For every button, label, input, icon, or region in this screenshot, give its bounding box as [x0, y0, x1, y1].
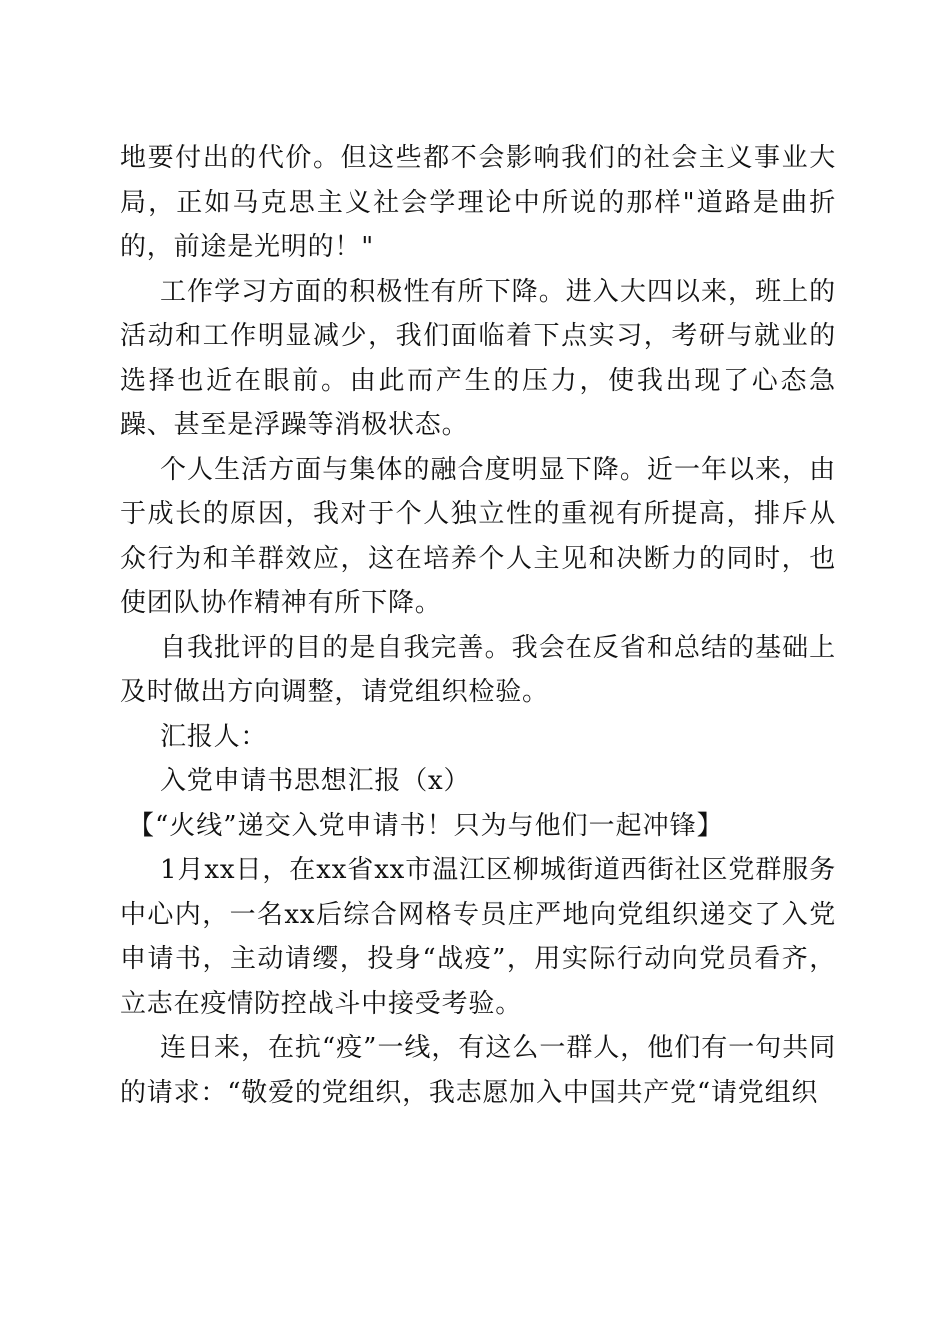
paragraph-frontline: 连日来，在抗“疫”一线，有这么一群人，他们有一句共同的请求：“敬爱的党组织，我志愿加入中国共产党“请党组织 — [120, 1033, 836, 1108]
document-body — [120, 136, 836, 1115]
article-title: 【“火线”递交入党申请书！只为与他们一起冲锋】 — [128, 810, 724, 841]
paragraph-work-study: 工作学习方面的积极性有所下降。进入大四以来，班上的活动和工作明显减少，我们面临着下点实习，考研与就业的选择也近在眼前。由此而产生的压力，使我出现了心态急躁、甚至是浮躁等消极状态。 — [120, 276, 836, 440]
section-title: 入党申请书思想汇报（x） — [160, 766, 471, 796]
paragraph-continuation: 地要付出的代价。但这些都不会影响我们的社会主义事业大局，正如马克思主义社会学理论中所说的那样"道路是曲折的，前途是光明的！" — [120, 143, 836, 262]
reporter-label: 汇报人： — [160, 721, 268, 752]
paragraph-submission: 1月xx日，在xx省xx市温江区柳城街道西街社区党群服务中心内，一名xx后综合网格专员庄严地向党组织递交了入党申请书，主动请缨，投身“战疫”，用实际行动向党员看齐，立志在疫情防控战斗中接受考验。 — [120, 855, 836, 1019]
paragraph-personal-life: 个人生活方面与集体的融合度明显下降。近一年以来，由于成长的原因，我对于个人独立性的重视有所提高，排斥从众行为和羊群效应，这在培养个人主见和决断力的同时，也使团队协作精神有所下降。 — [120, 454, 836, 618]
paragraph-self-criticism: 自我批评的目的是自我完善。我会在反省和总结的基础上及时做出方向调整，请党组织检验。 — [120, 632, 836, 707]
